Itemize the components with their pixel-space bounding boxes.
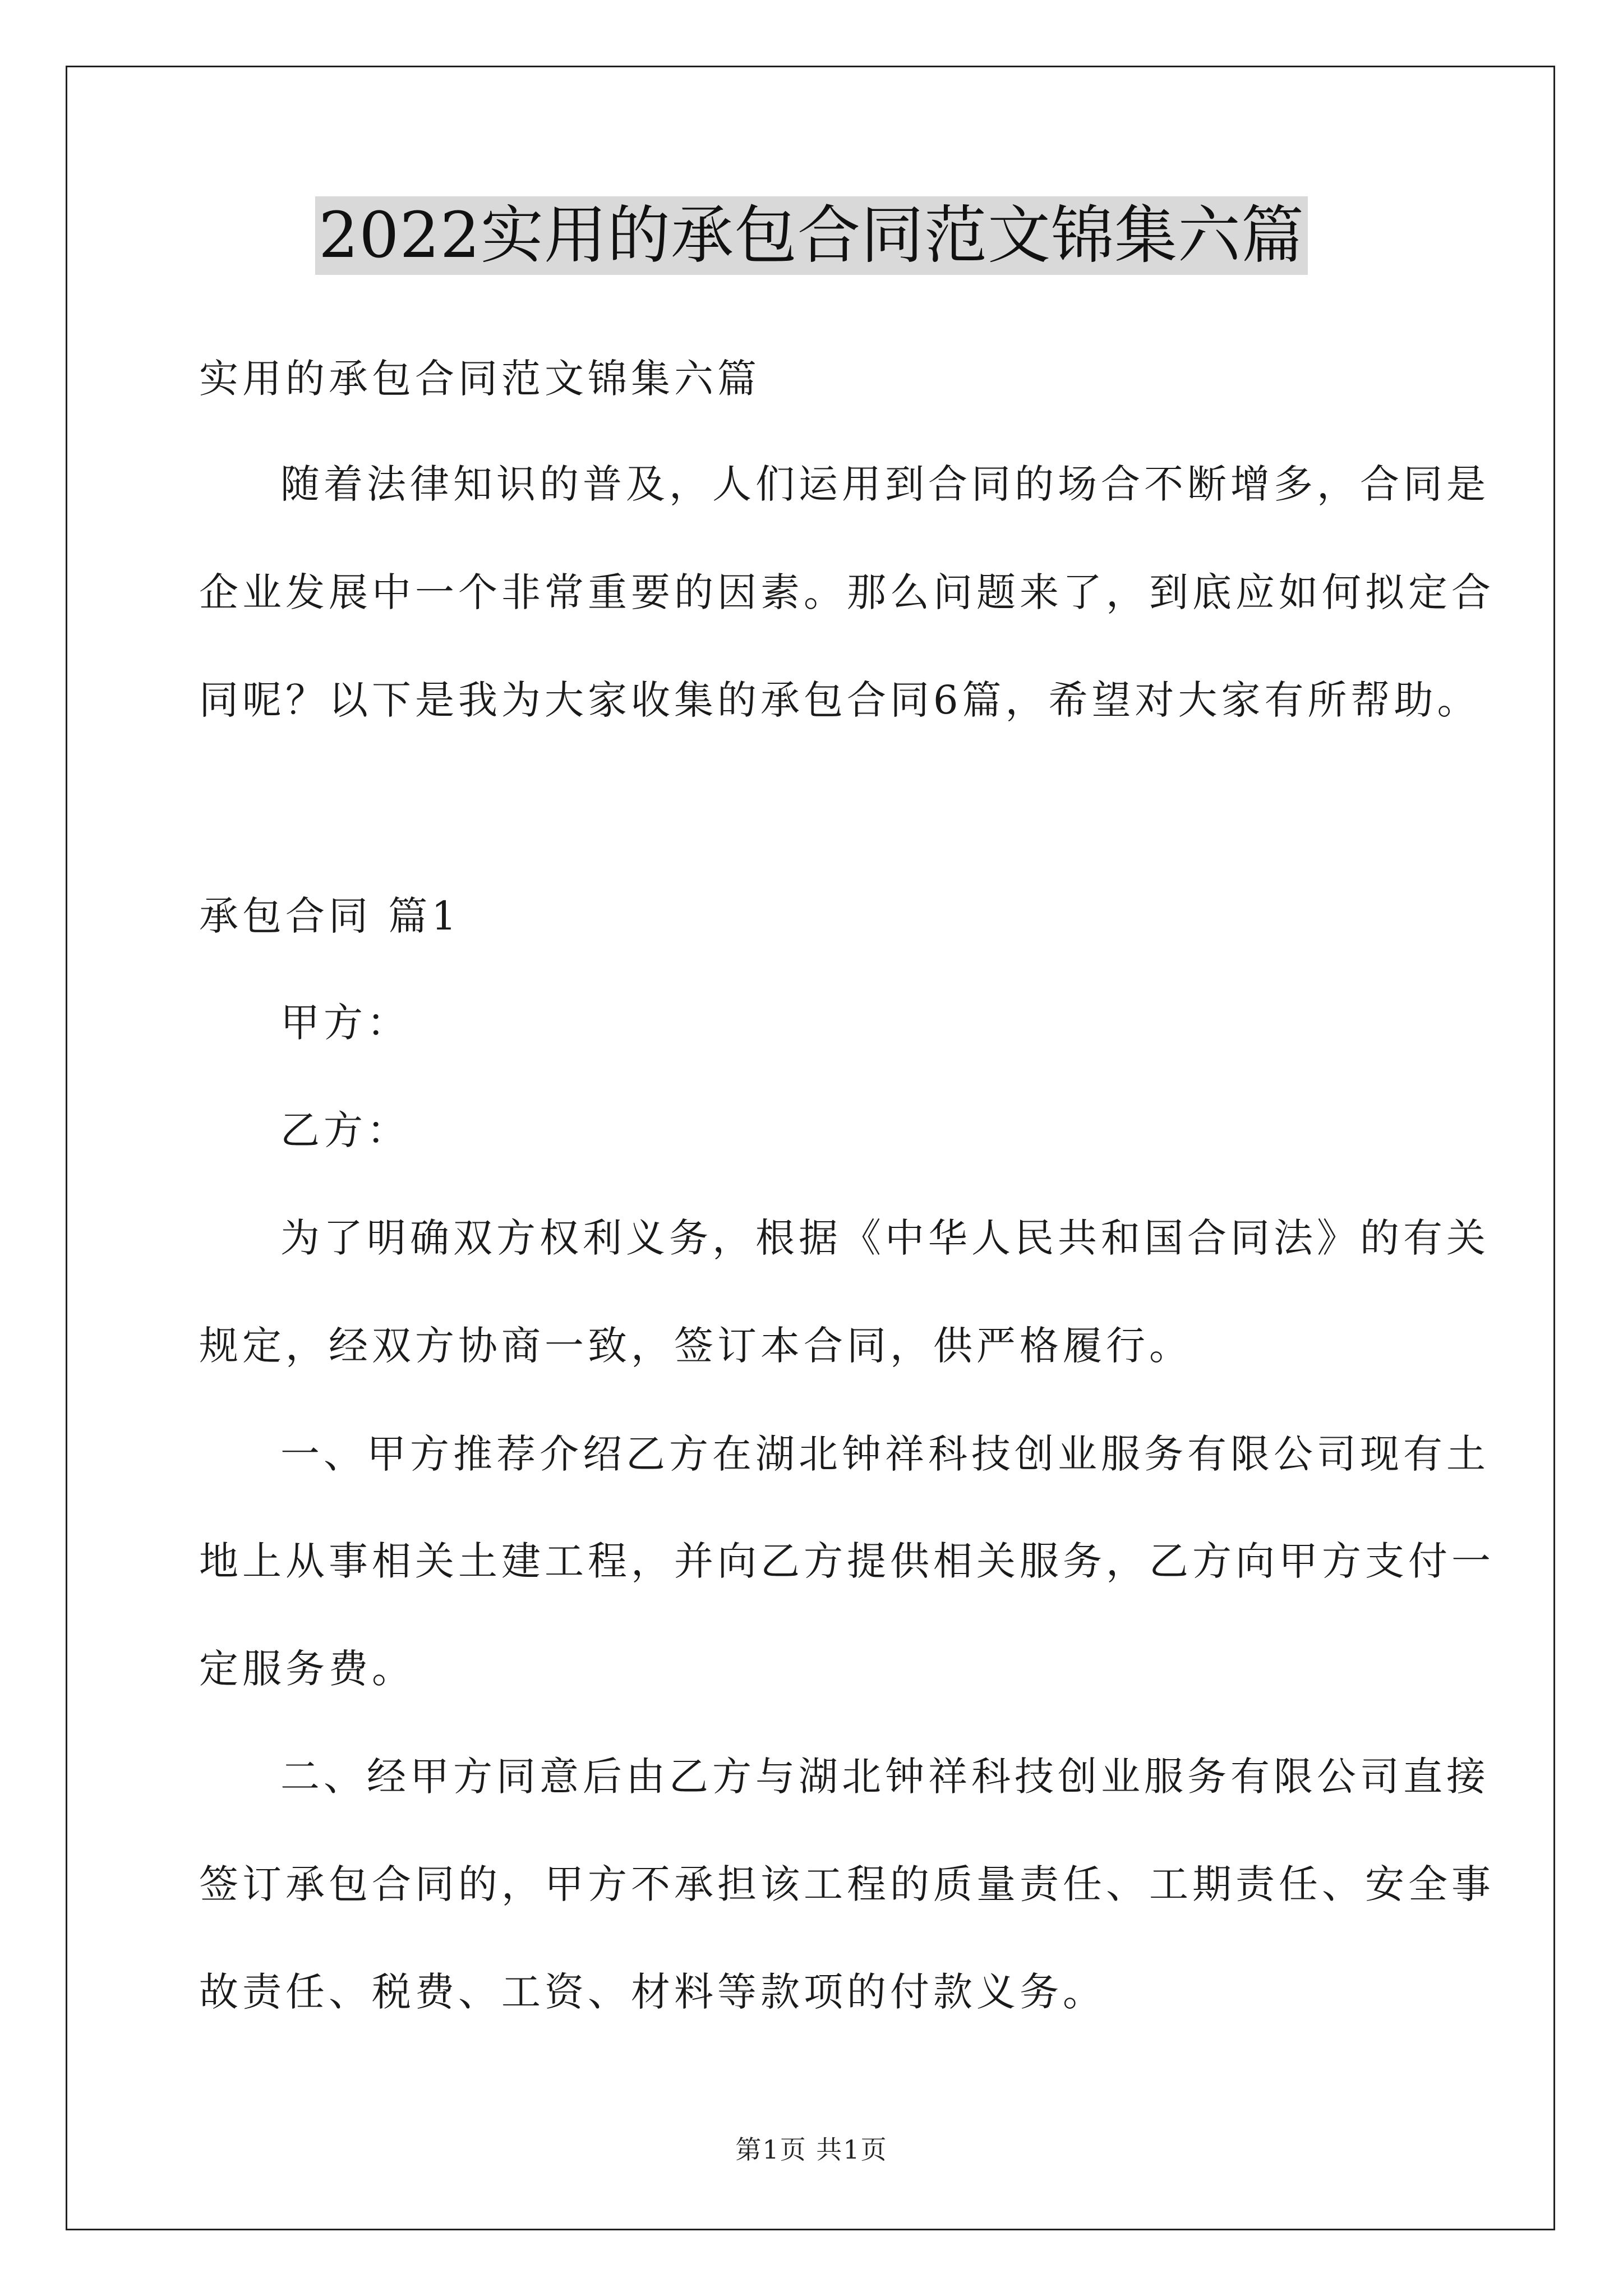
para2-line-3: 定服务费。 [199, 1646, 415, 1692]
document-title: 2022实用的承包合同范文锦集六篇 [315, 196, 1308, 275]
intro-line-3: 同呢？以下是我为大家收集的承包合同6篇，希望对大家有所帮助。 [199, 677, 1481, 723]
para2-line-1: 一、甲方推荐介绍乙方在湖北钟祥科技创业服务有限公司现有土 [280, 1431, 1490, 1477]
section-heading: 承包合同 篇1 [199, 893, 460, 939]
para3-line-1: 二、经甲方同意后由乙方与湖北钟祥科技创业服务有限公司直接 [280, 1754, 1490, 1800]
intro-line-1: 随着法律知识的普及，人们运用到合同的场合不断增多，合同是 [280, 461, 1490, 507]
title-container [0, 196, 1623, 275]
page-footer: 第1页 共1页 [735, 2134, 888, 2165]
intro-line-2: 企业发展中一个非常重要的因素。那么问题来了，到底应如何拟定合 [199, 569, 1495, 615]
document-subtitle: 实用的承包合同范文锦集六篇 [199, 356, 760, 402]
para1-line-1: 为了明确双方权利义务，根据《中华人民共和国合同法》的有关 [280, 1215, 1490, 1261]
party-a-label: 甲方： [280, 1000, 410, 1046]
para2-line-2: 地上从事相关土建工程，并向乙方提供相关服务，乙方向甲方支付一 [199, 1538, 1495, 1584]
para3-line-2: 签订承包合同的，甲方不承担该工程的质量责任、工期责任、安全事 [199, 1861, 1495, 1907]
party-b-label: 乙方： [280, 1107, 410, 1153]
para3-line-3: 故责任、税费、工资、材料等款项的付款义务。 [199, 1969, 1106, 2015]
para1-line-2: 规定，经双方协商一致，签订本合同，供严格履行。 [199, 1323, 1192, 1369]
